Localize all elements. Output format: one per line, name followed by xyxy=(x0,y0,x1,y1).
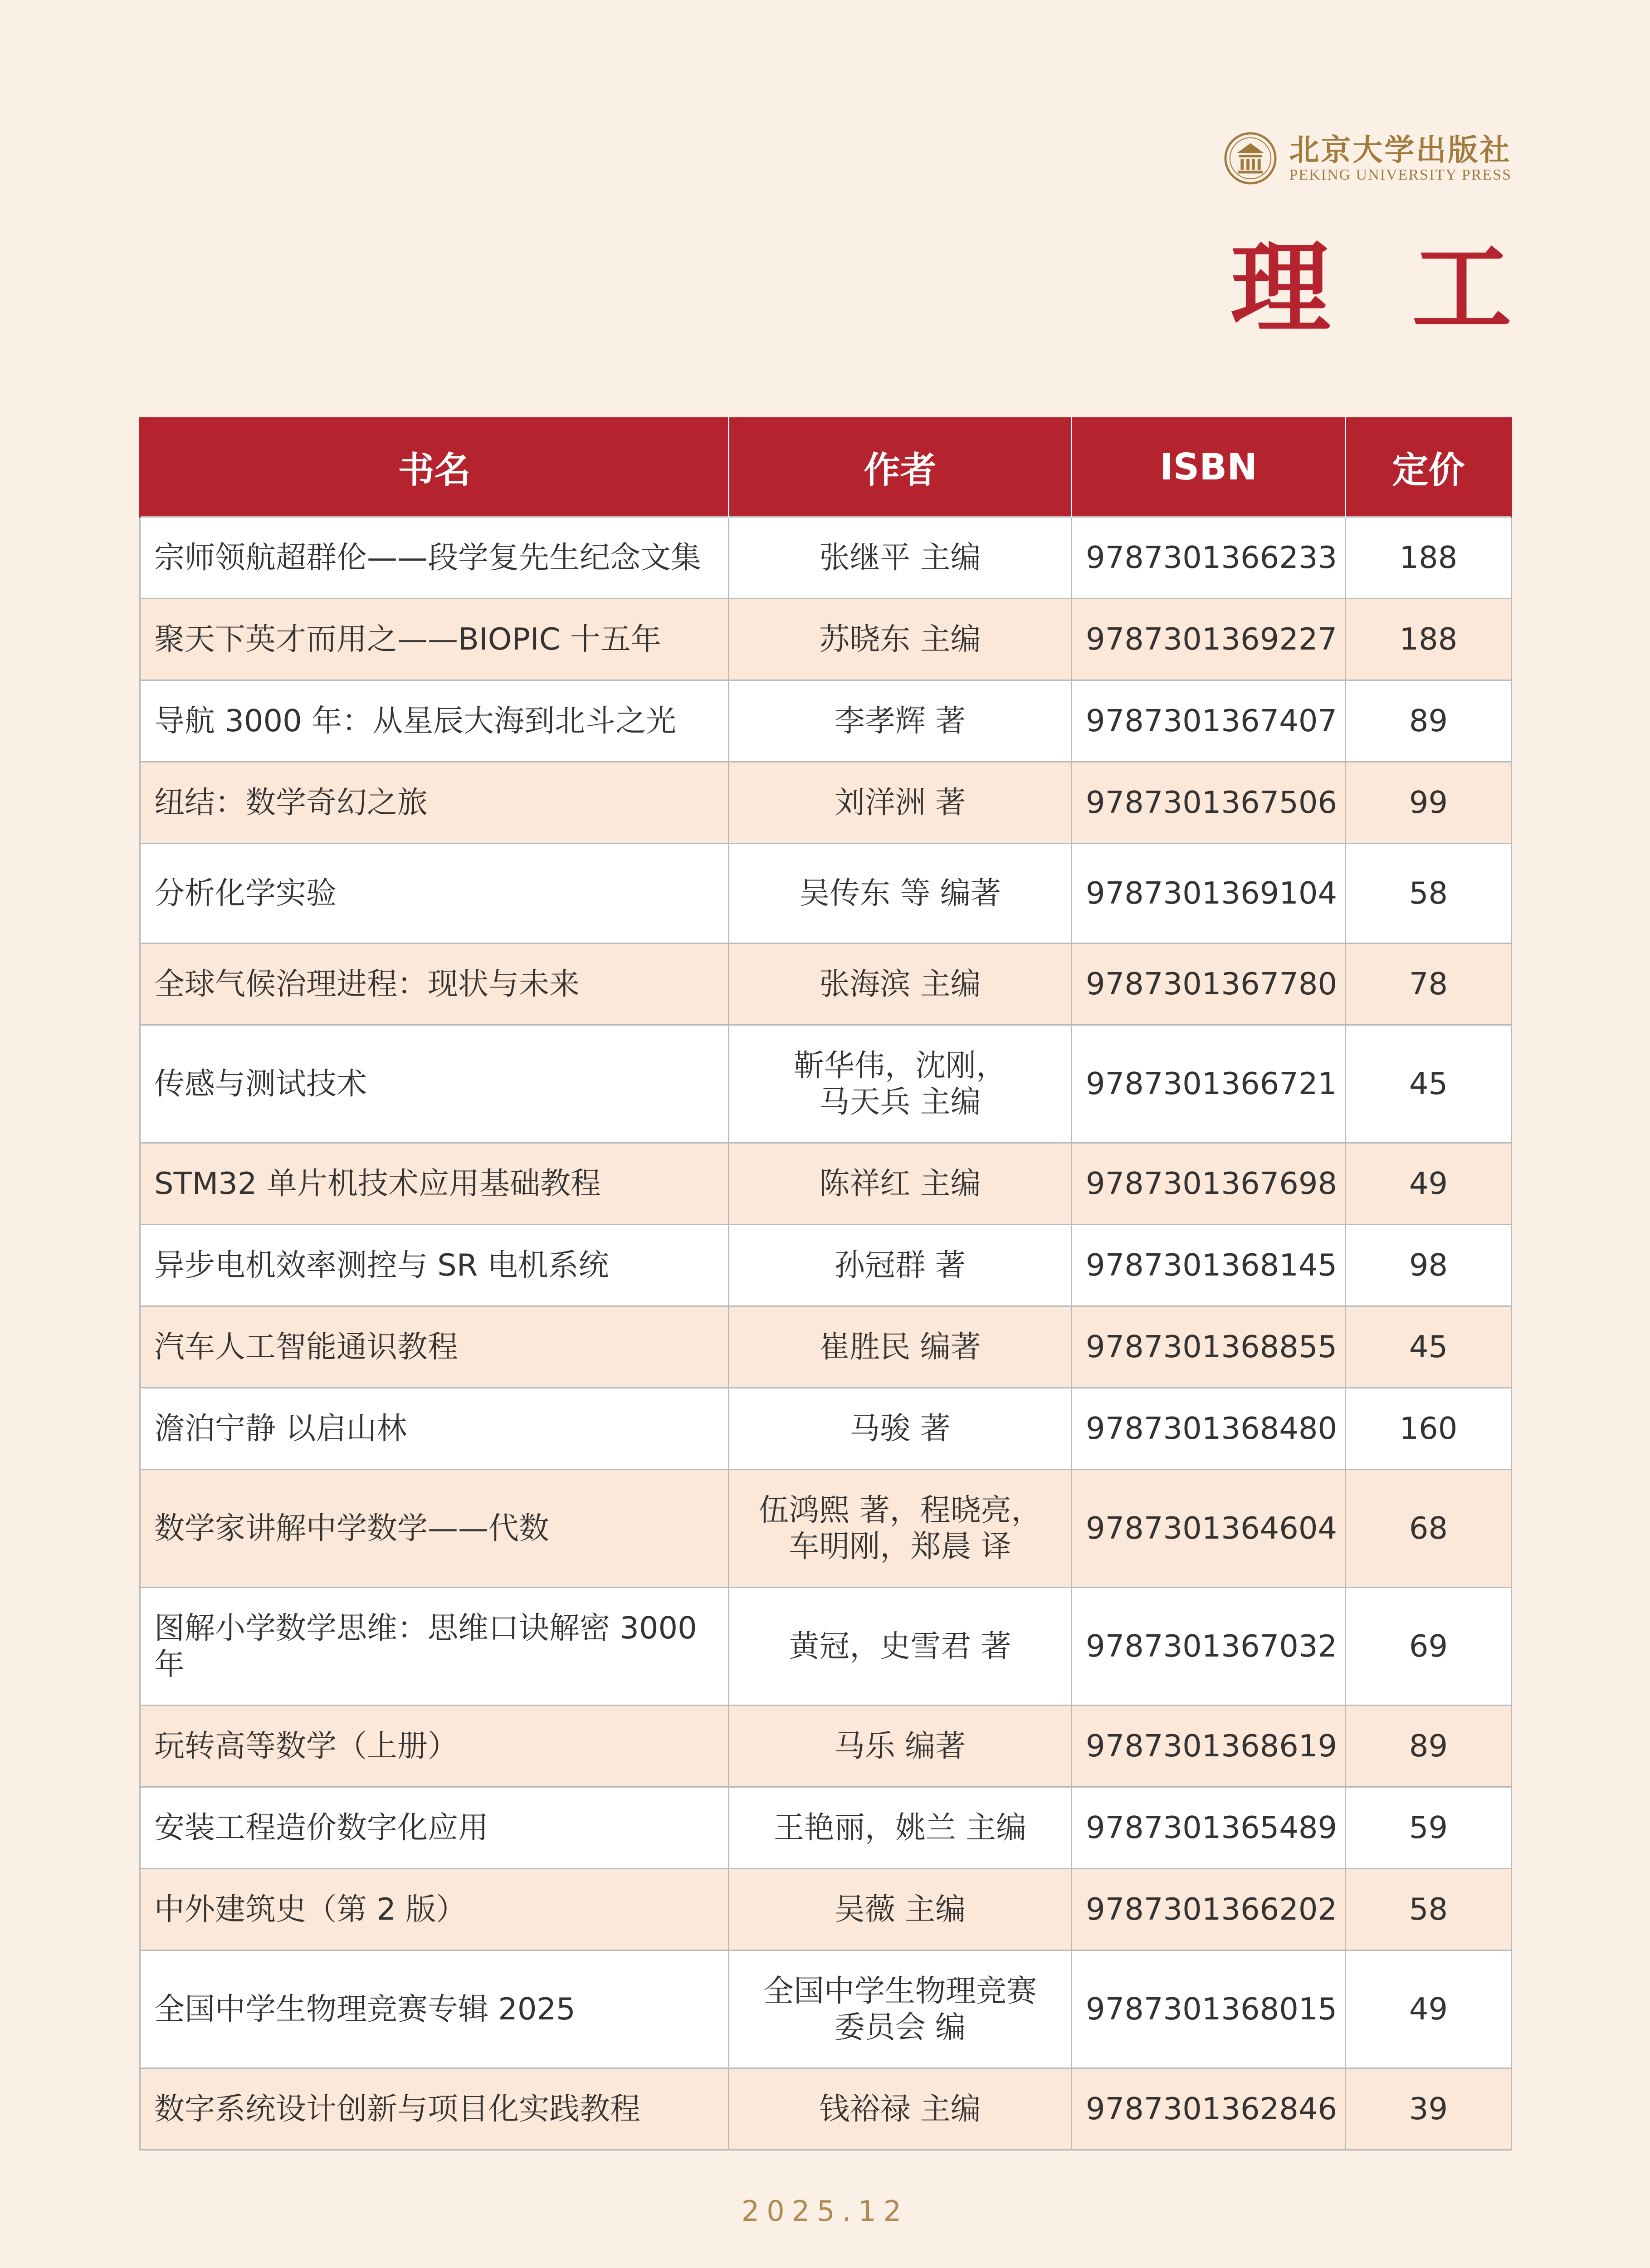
book-title: 安装工程造价数字化应用 xyxy=(140,1787,729,1869)
book-isbn: 9787301368015 xyxy=(1072,1950,1346,2068)
book-author: 张海滨 主编 xyxy=(729,943,1072,1025)
book-author: 王艳丽，姚兰 主编 xyxy=(729,1787,1072,1869)
table-row xyxy=(140,844,1512,943)
book-isbn: 9787301367407 xyxy=(1072,680,1346,762)
book-price: 68 xyxy=(1346,1470,1512,1588)
book-title: 导航 3000 年：从星辰大海到北斗之光 xyxy=(140,680,729,762)
book-price: 89 xyxy=(1346,680,1512,762)
book-table xyxy=(139,417,1512,2151)
book-author: 马乐 编著 xyxy=(729,1706,1072,1787)
book-price: 188 xyxy=(1346,599,1512,680)
table-row xyxy=(140,1470,1512,1588)
book-isbn: 9787301367780 xyxy=(1072,943,1346,1025)
table-row xyxy=(140,1950,1512,2068)
publisher-name-en: PEKING UNIVERSITY PRESS xyxy=(1289,166,1512,183)
table-row xyxy=(140,943,1512,1025)
book-title: 全国中学生物理竞赛专辑 2025 xyxy=(140,1950,729,2068)
book-isbn: 9787301367506 xyxy=(1072,762,1346,844)
column-header-author: 作者 xyxy=(729,417,1072,517)
book-isbn: 9787301364604 xyxy=(1072,1470,1346,1588)
book-price: 59 xyxy=(1346,1787,1512,1869)
book-price: 69 xyxy=(1346,1588,1512,1706)
book-isbn: 9787301368480 xyxy=(1072,1388,1346,1470)
book-author: 李孝辉 著 xyxy=(729,680,1072,762)
book-author: 伍鸿熙 著，程晓亮， 车明刚，郑晨 译 xyxy=(729,1470,1072,1588)
book-isbn: 9787301365489 xyxy=(1072,1787,1346,1869)
book-title: 全球气候治理进程：现状与未来 xyxy=(140,943,729,1025)
book-price: 58 xyxy=(1346,844,1512,943)
book-title: 玩转高等数学（上册） xyxy=(140,1706,729,1787)
book-author: 全国中学生物理竞赛 委员会 编 xyxy=(729,1950,1072,2068)
table-row xyxy=(140,1787,1512,1869)
book-isbn: 9787301366721 xyxy=(1072,1025,1346,1143)
book-isbn: 9787301362846 xyxy=(1072,2068,1346,2150)
book-isbn: 9787301368619 xyxy=(1072,1706,1346,1787)
book-isbn: 9787301366202 xyxy=(1072,1869,1346,1950)
table-row xyxy=(140,2068,1512,2150)
book-author: 钱裕禄 主编 xyxy=(729,2068,1072,2150)
book-author: 马骏 著 xyxy=(729,1388,1072,1470)
book-title: 异步电机效率测控与 SR 电机系统 xyxy=(140,1225,729,1306)
book-price: 188 xyxy=(1346,517,1512,599)
book-isbn: 9787301367032 xyxy=(1072,1588,1346,1706)
book-title: 数字系统设计创新与项目化实践教程 xyxy=(140,2068,729,2150)
page-title: 理工 xyxy=(1230,229,1593,347)
book-author: 靳华伟，沈刚， 马天兵 主编 xyxy=(729,1025,1072,1143)
book-isbn: 9787301366233 xyxy=(1072,517,1346,599)
table-row xyxy=(140,1306,1512,1388)
book-title: 传感与测试技术 xyxy=(140,1025,729,1143)
table-row xyxy=(140,680,1512,762)
table-row xyxy=(140,1225,1512,1306)
book-title: 图解小学数学思维：思维口诀解密 3000 年 xyxy=(140,1588,729,1706)
table-body xyxy=(140,517,1512,2150)
book-price: 49 xyxy=(1346,1143,1512,1225)
table-header-row xyxy=(140,417,1512,517)
table-row xyxy=(140,1143,1512,1225)
book-title: 中外建筑史（第 2 版） xyxy=(140,1869,729,1950)
book-isbn: 9787301369227 xyxy=(1072,599,1346,680)
book-isbn: 9787301367698 xyxy=(1072,1143,1346,1225)
book-price: 89 xyxy=(1346,1706,1512,1787)
book-price: 45 xyxy=(1346,1306,1512,1388)
table-row xyxy=(140,599,1512,680)
book-isbn: 9787301368145 xyxy=(1072,1225,1346,1306)
table-row xyxy=(140,517,1512,599)
column-header-price: 定价 xyxy=(1346,417,1512,517)
book-author: 刘洋洲 著 xyxy=(729,762,1072,844)
book-title: 汽车人工智能通识教程 xyxy=(140,1306,729,1388)
university-emblem-icon xyxy=(1224,132,1277,185)
table-row xyxy=(140,1706,1512,1787)
book-title: STM32 单片机技术应用基础教程 xyxy=(140,1143,729,1225)
book-price: 49 xyxy=(1346,1950,1512,2068)
book-price: 98 xyxy=(1346,1225,1512,1306)
book-author: 孙冠群 著 xyxy=(729,1225,1072,1306)
table-row xyxy=(140,1388,1512,1470)
table-row xyxy=(140,762,1512,844)
book-price: 78 xyxy=(1346,943,1512,1025)
book-price: 39 xyxy=(1346,2068,1512,2150)
book-author: 崔胜民 编著 xyxy=(729,1306,1072,1388)
book-title: 数学家讲解中学数学——代数 xyxy=(140,1470,729,1588)
book-author: 张继平 主编 xyxy=(729,517,1072,599)
book-price: 160 xyxy=(1346,1388,1512,1470)
book-title: 澹泊宁静 以启山林 xyxy=(140,1388,729,1470)
table-row xyxy=(140,1588,1512,1706)
book-isbn: 9787301368855 xyxy=(1072,1306,1346,1388)
book-price: 45 xyxy=(1346,1025,1512,1143)
column-header-isbn: ISBN xyxy=(1072,417,1346,517)
book-author: 吴传东 等 编著 xyxy=(729,844,1072,943)
publisher-logo xyxy=(1224,132,1512,185)
book-price: 58 xyxy=(1346,1869,1512,1950)
book-price: 99 xyxy=(1346,762,1512,844)
book-isbn: 9787301369104 xyxy=(1072,844,1346,943)
table-row xyxy=(140,1025,1512,1143)
footer-date: 2025.12 xyxy=(741,2195,909,2228)
book-title: 纽结：数学奇幻之旅 xyxy=(140,762,729,844)
book-author: 吴薇 主编 xyxy=(729,1869,1072,1950)
book-title: 分析化学实验 xyxy=(140,844,729,943)
book-title: 宗师领航超群伦——段学复先生纪念文集 xyxy=(140,517,729,599)
publisher-name: 北京大学出版社 xyxy=(1289,132,1512,167)
book-author: 陈祥红 主编 xyxy=(729,1143,1072,1225)
book-author: 苏晓东 主编 xyxy=(729,599,1072,680)
column-header-title: 书名 xyxy=(140,417,729,517)
table-row xyxy=(140,1869,1512,1950)
book-author: 黄冠，史雪君 著 xyxy=(729,1588,1072,1706)
book-title: 聚天下英才而用之——BIOPIC 十五年 xyxy=(140,599,729,680)
